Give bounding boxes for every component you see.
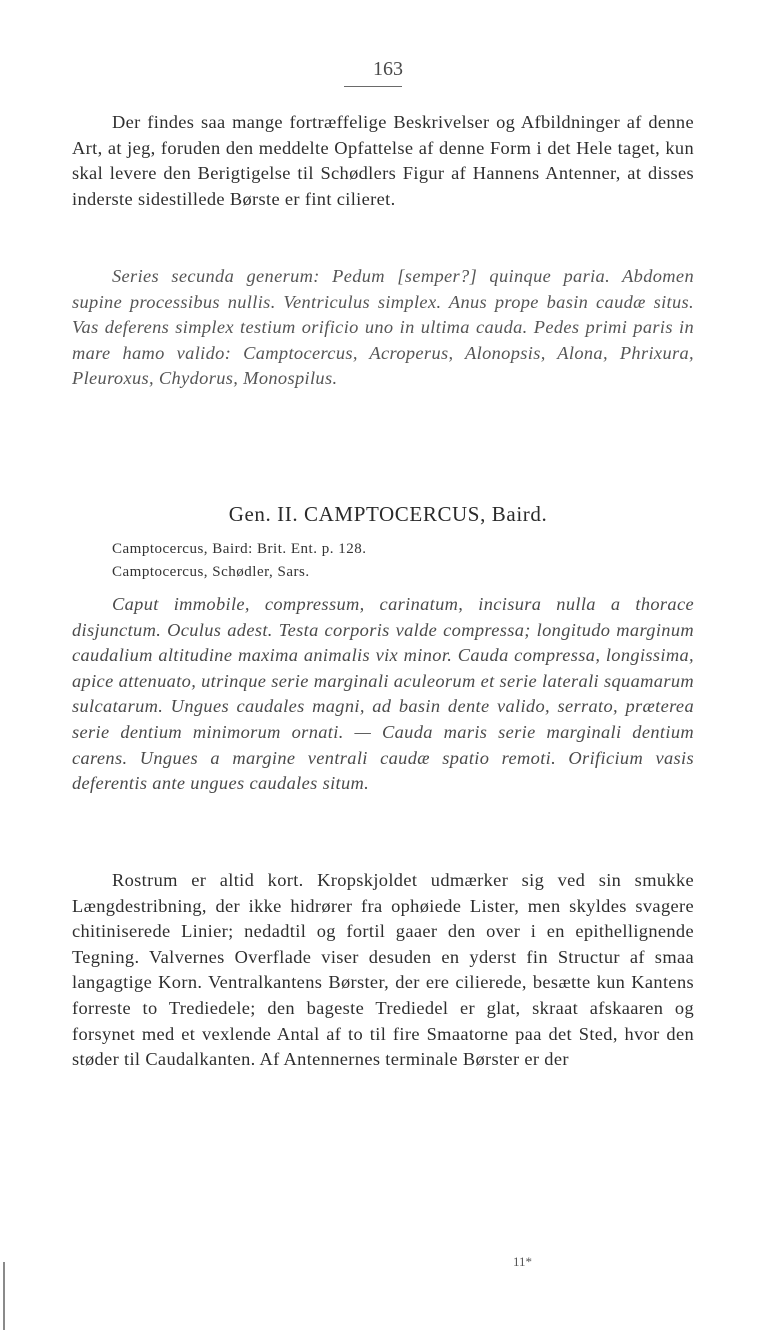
signature-mark: 11* <box>513 1254 533 1269</box>
margin-line <box>3 1262 5 1330</box>
diagnosis-paragraph: Caput immobile, compressum, carinatum, incisura nulla a thorace disjunctum. Oculus adest. Testa corporis valde compressa; longitudo marginum caudalium altitudine maxima animalis vix minor. Cauda compressa, longissima, apice attenuato, utrinque serie marginali aculeorum et serie laterali squamarum sulcatarum. Ungues caudales magni, ad basin dente valido, serrato, præterea serie dentium minimorum ornati. — Cauda maris serie marginali dentium carens. Ungues a margine ventrali caudæ spatio remoti. Orificium vasis deferentis ante ungues caudales situm. <box>72 594 694 794</box>
description-paragraph: Rostrum er altid kort. Kropskjoldet udmærker sig ved sin smukke Længdestribning, der ikke hidrører fra ophøiede Lister, men skyldes svagere chitiniserede Linier; nedadtil og fortil gaaer den over i en epithellignende Tegning. Valvernes Overflade viser desuden en yderst fin Structur af smaa langagtige Korn. Ventralkantens Børster, der ere cilierede, besætte kun Kantens forreste to Trediedele; den bageste Trediedel er glat, skraat afskaaren og forsynet med et vexlende Antal af to til fire Smaatorne paa det Sted, hvor den støder til Caudalkanten. Af Antennernes terminale Børster er der <box>72 870 694 1070</box>
genus-heading: Gen. II. CAMPTOCERCUS, Baird. <box>228 502 548 526</box>
page-number: 163 <box>373 58 403 80</box>
intro-paragraph: Der findes saa mange fortræffelige Beskrivelser og Afbildninger af denne Art, at jeg, foruden den meddelte Opfattelse af denne Form i det Hele taget, kun skal levere den Berigtigelse til Schødlers Figur af Hannens Antenner, at disses inderste sidestillede Børste er fint cilieret. <box>72 112 694 209</box>
synonym-line: Camptocercus, Baird: Brit. Ent. p. 128. <box>112 541 367 557</box>
synonym-line: Camptocercus, Schødler, Sars. <box>112 564 310 580</box>
synonym-list <box>112 538 672 584</box>
series-paragraph: Series secunda generum: Pedum [semper?] quinque paria. Abdomen supine processibus nullis. Ventriculus simplex. Anus prope basin caudæ situs. Vas deferens simplex testium orificio uno in ultima cauda. Pedes primi paris in mare hamo valido: Camptocercus, Acroperus, Alonopsis, Alona, Phrixura, Pleuroxus, Chydorus, Monospilus. <box>72 266 694 389</box>
page-number-underline <box>344 86 402 87</box>
